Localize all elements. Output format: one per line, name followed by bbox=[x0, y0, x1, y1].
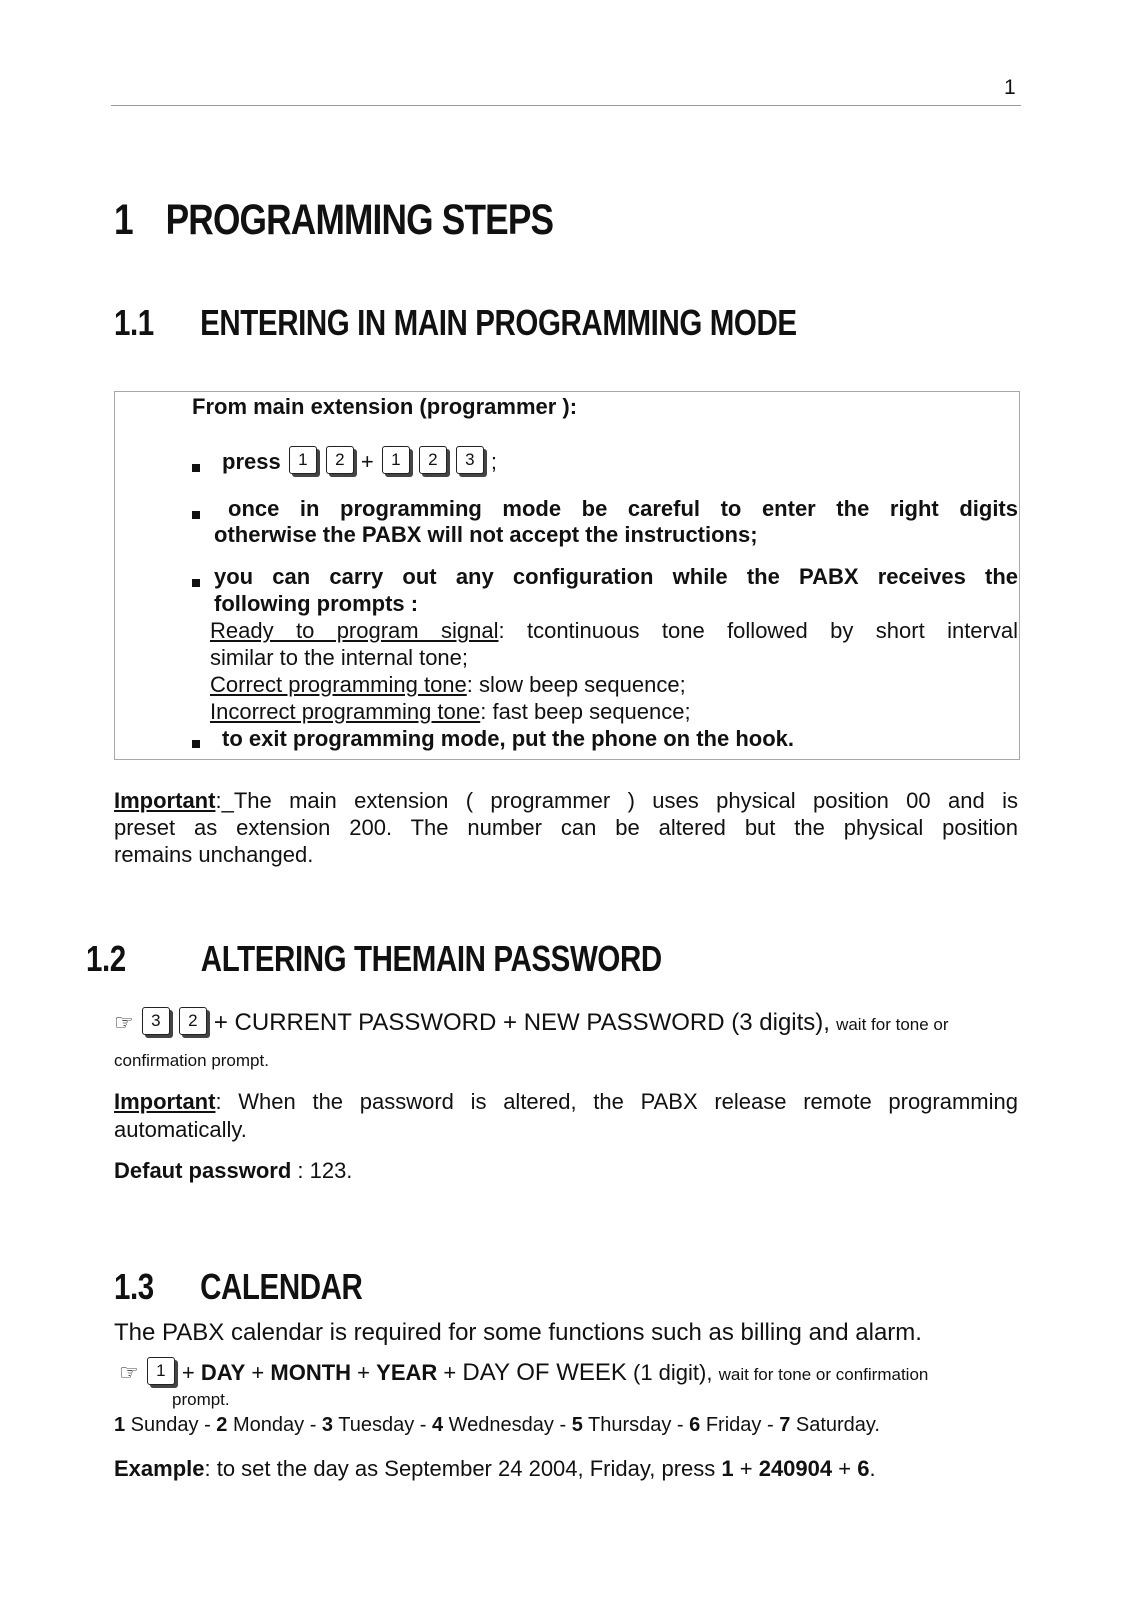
default-password: Defaut password : 123. bbox=[114, 1158, 353, 1183]
calendar-intro: The PABX calendar is required for some functions such as billing and alarm. bbox=[114, 1319, 922, 1346]
section-number: 1.3 bbox=[114, 1266, 154, 1307]
chapter-title-text: PROGRAMMING STEPS bbox=[165, 196, 554, 244]
keypad-key-icon: 1 bbox=[147, 1357, 175, 1385]
calendar-step: ☞ 1 + DAY + MONTH + YEAR + DAY OF WEEK (1 digit), wait for tone or confirmation bbox=[119, 1359, 929, 1386]
pointing-hand-icon: ☞ bbox=[119, 1360, 139, 1385]
ready-signal-line2: similar to the internal tone; bbox=[210, 645, 469, 670]
password-step: ☞ 3 2 + CURRENT PASSWORD + NEW PASSWORD (3 digits), wait for tone or bbox=[114, 1009, 949, 1036]
important-note-line3: remains unchanged. bbox=[114, 842, 314, 867]
section-title: ENTERING IN MAIN PROGRAMMING MODE bbox=[200, 302, 797, 343]
keypad-key-icon: 1 bbox=[289, 446, 317, 474]
keypad-key-icon: 3 bbox=[142, 1007, 170, 1035]
square-bullet-icon bbox=[192, 464, 200, 472]
password-important-line1: Important: When the password is altered, the PABX release remote programming bbox=[114, 1089, 1018, 1114]
section-number: 1.2 bbox=[86, 938, 126, 979]
bullet-config-line1: you can carry out any configuration while the PABX receives the bbox=[214, 564, 1018, 589]
keypad-key-icon: 1 bbox=[382, 446, 410, 474]
calendar-example: Example: to set the day as September 24 2004, Friday, press 1 + 240904 + 6. bbox=[114, 1456, 876, 1481]
section-1-3-heading bbox=[114, 1266, 362, 1308]
page-number: 1 bbox=[1004, 76, 1016, 99]
keypad-key-icon: 3 bbox=[456, 446, 484, 474]
calendar-step-line2: prompt. bbox=[172, 1390, 230, 1409]
press-instruction: press 1 2 + 1 2 3 ; bbox=[222, 446, 497, 475]
keypad-key-icon: 2 bbox=[326, 446, 354, 474]
chapter-number: 1 bbox=[114, 196, 133, 244]
bullet-careful-line2: otherwise the PABX will not accept the instructions; bbox=[214, 522, 758, 547]
ready-signal-line: Ready to program signal: tcontinuous tone followed by short interval bbox=[210, 618, 1018, 643]
section-1-2-heading bbox=[86, 938, 662, 980]
bullet-exit: to exit programming mode, put the phone on the hook. bbox=[222, 726, 794, 751]
box-intro: From main extension (programmer ): bbox=[192, 394, 578, 419]
password-step-line2: confirmation prompt. bbox=[114, 1051, 269, 1070]
keypad-key-icon: 2 bbox=[179, 1007, 207, 1035]
square-bullet-icon bbox=[192, 579, 200, 587]
section-1-1-heading bbox=[114, 302, 797, 344]
chapter-title bbox=[114, 196, 553, 245]
square-bullet-icon bbox=[192, 511, 200, 519]
incorrect-tone-line: Incorrect programming tone: fast beep sequence; bbox=[210, 699, 691, 724]
section-title: ALTERING THEMAIN PASSWORD bbox=[200, 938, 662, 979]
password-important-line2: automatically. bbox=[114, 1117, 247, 1142]
important-note-line1: Important:_The main extension ( programmer ) uses physical position 00 and is bbox=[114, 788, 1018, 813]
bullet-careful-line1: once in programming mode be careful to enter the right digits bbox=[228, 496, 1018, 521]
bullet-config-line2: following prompts : bbox=[214, 591, 419, 616]
correct-tone-line: Correct programming tone: slow beep sequence; bbox=[210, 672, 686, 697]
section-number: 1.1 bbox=[114, 302, 154, 343]
header-divider bbox=[111, 105, 1021, 106]
pointing-hand-icon: ☞ bbox=[114, 1010, 134, 1035]
square-bullet-icon bbox=[192, 740, 200, 748]
keypad-key-icon: 2 bbox=[419, 446, 447, 474]
important-note-line2: preset as extension 200. The number can be altered but the physical position bbox=[114, 815, 1018, 840]
weekday-codes: 1 Sunday - 2 Monday - 3 Tuesday - 4 Wednesday - 5 Thursday - 6 Friday - 7 Saturday. bbox=[114, 1414, 880, 1436]
section-title: CALENDAR bbox=[200, 1266, 363, 1307]
